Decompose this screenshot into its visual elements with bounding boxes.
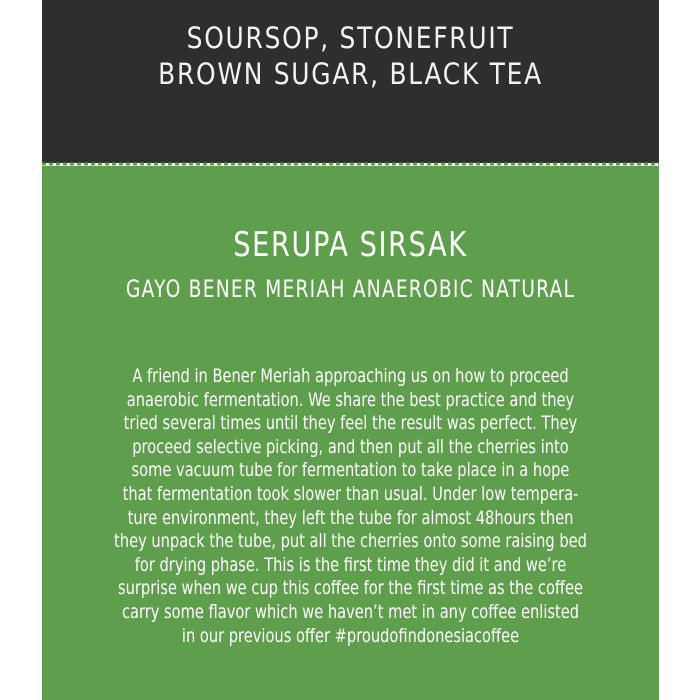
product-name: SERUPA SIRSAK [233, 225, 468, 265]
story-line: surprise when we cup this coffee for the first time as the coffee [117, 577, 583, 600]
story-line: tried several times until they feel the result was perfect. They [123, 412, 578, 435]
story-paragraph [113, 365, 588, 648]
story-line: they unpack the tube, put all the cherries onto some raising bed [114, 530, 587, 553]
dashed-divider [42, 160, 659, 168]
story-line: that fermentation took slower than usual. Under low tempera- [122, 482, 579, 505]
story-line: in our previous offer #proudofindonesiacoffee [181, 624, 520, 647]
tasting-notes-band [42, 0, 659, 163]
story-line: ture environment, they left the tube for almost 48hours then [127, 506, 574, 529]
coffee-label-card [42, 0, 659, 700]
origin-process: GAYO BENER MERIAH ANAEROBIC NATURAL [125, 275, 576, 303]
tasting-notes-line-1: SOURSOP, STONEFRUIT [186, 21, 515, 55]
story-line: A friend in Bener Meriah approaching us on how to proceed [132, 365, 569, 387]
story-line: anaerobic fermentation. We share the best practice and they [126, 388, 575, 411]
tasting-notes-line-2: BROWN SUGAR, BLACK TEA [158, 57, 543, 91]
tasting-notes [85, 20, 616, 92]
story-line: some vacuum tube for fermentation to take place in a hope [131, 459, 570, 482]
story-line: proceed selective picking, and then put all the cherries into [132, 435, 569, 458]
story-line: for drying phase. This is the first time they did it and we’re [134, 553, 567, 576]
story-line: carry some flavor which we haven’t met in any coffee enlisted [121, 600, 580, 623]
